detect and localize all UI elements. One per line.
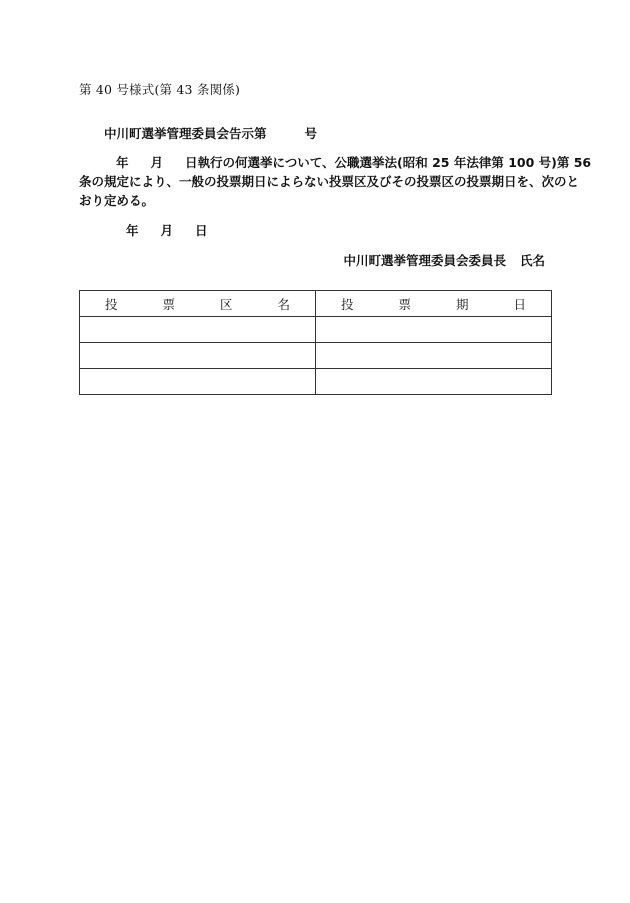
- signer-title: 中川町選挙管理委員会委員長: [343, 253, 506, 268]
- body-line-3: おり定める。: [79, 193, 155, 208]
- notice-body: [79, 153, 592, 210]
- header-char: 投: [341, 296, 354, 312]
- notice-suffix: 号: [304, 126, 318, 141]
- header-char: 票: [162, 296, 175, 312]
- notice-prefix: 中川町選挙管理委員会告示第: [104, 126, 267, 141]
- header-polling-district-name: [80, 291, 316, 317]
- notice-number-line: [104, 124, 317, 142]
- date-month: 月: [160, 223, 174, 238]
- polling-date-cell: [316, 343, 552, 369]
- table-header-row: [80, 291, 552, 317]
- table-row: [80, 343, 552, 369]
- body-line-1-text: 日執行の何選挙について、公職選挙法(昭和 25 年法律第 100 号)第 56: [185, 155, 592, 170]
- date-line: [126, 221, 208, 239]
- date-day: 日: [195, 223, 208, 238]
- table-row: [80, 317, 552, 343]
- header-polling-date: [316, 291, 552, 317]
- polling-date-cell: [316, 317, 552, 343]
- body-year: 年: [116, 155, 129, 170]
- header-char: 名: [277, 296, 290, 312]
- district-name-cell: [80, 369, 316, 395]
- header-char: 区: [219, 296, 233, 312]
- form-number: 第 40 号様式(第 43 条関係): [79, 82, 241, 97]
- date-year: 年: [126, 223, 139, 238]
- polling-date-table: [79, 290, 552, 395]
- header-char: 日: [513, 296, 526, 312]
- body-line-2: 条の規定により、一般の投票期日によらない投票区及びその投票区の投票期日を、次のと: [79, 174, 580, 189]
- polling-date-cell: [316, 369, 552, 395]
- header-char: 票: [398, 296, 411, 312]
- header-char: 投: [105, 296, 118, 312]
- district-name-cell: [80, 343, 316, 369]
- table-row: [80, 369, 552, 395]
- body-month: 月: [150, 155, 164, 170]
- header-char: 期: [455, 296, 469, 312]
- signer-name: 氏名: [519, 253, 545, 268]
- body-line-1: [79, 153, 592, 172]
- district-name-cell: [80, 317, 316, 343]
- signer-line: [343, 251, 545, 269]
